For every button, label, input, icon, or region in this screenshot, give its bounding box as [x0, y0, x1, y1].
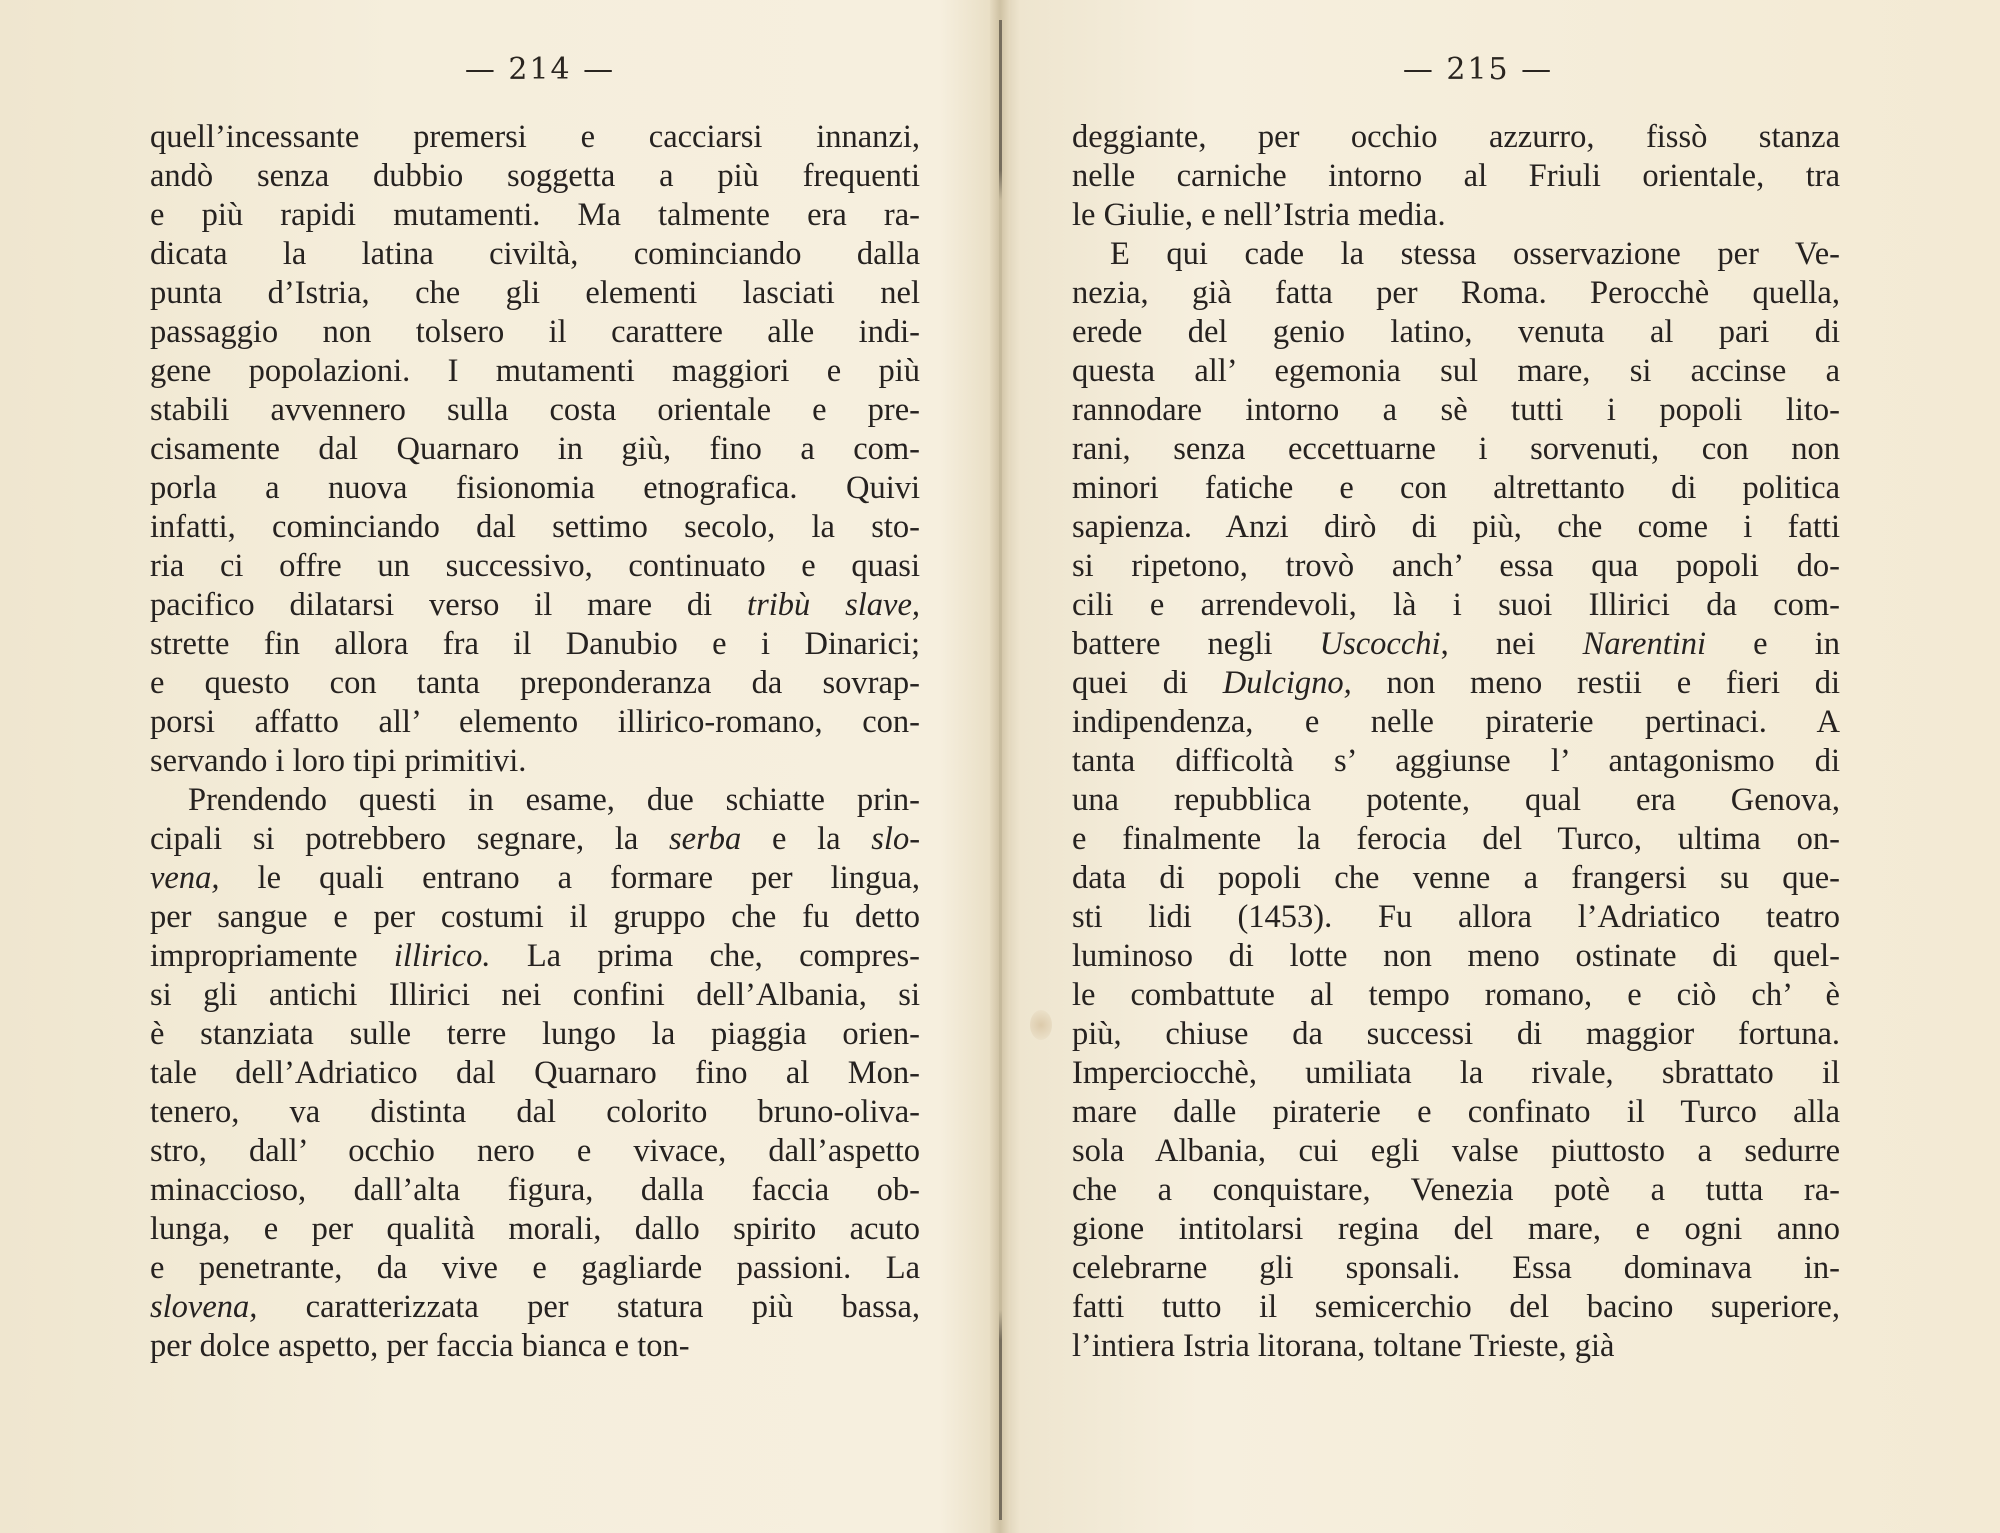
text-segment: porla a nuova fisionomia etnografica. Quivi: [150, 470, 920, 506]
text-segment: cili e arrendevoli, là i suoi Illirici da com-: [1072, 587, 1840, 623]
italic-text: serba: [669, 821, 742, 857]
text-segment: data di popoli che venne a frangersi su que-: [1072, 860, 1840, 896]
text-line: [150, 1210, 920, 1249]
text-segment: lunga, e per qualità morali, dallo spirito acuto: [150, 1211, 920, 1247]
text-line: [1072, 118, 1840, 157]
text-segment: e la: [741, 821, 872, 857]
text-segment: ria ci offre un successivo, continuato e quasi: [150, 548, 920, 584]
text-line: [1072, 664, 1840, 703]
text-segment: tanta difficoltà s’ aggiunse l’ antagonismo di: [1072, 743, 1840, 779]
text-segment: cisamente dal Quarnaro in giù, fino a com-: [150, 431, 920, 467]
text-segment: le combattute al tempo romano, e ciò ch’ è: [1072, 977, 1840, 1013]
text-segment: minaccioso, dall’alta figura, dalla faccia ob-: [150, 1172, 920, 1208]
text-segment: una repubblica potente, qual era Genova,: [1072, 782, 1840, 818]
text-line: [1072, 1249, 1840, 1288]
text-line: [1072, 586, 1840, 625]
text-segment: più, chiuse da successi di maggior fortuna.: [1072, 1016, 1840, 1052]
text-segment: che a conquistare, Venezia potè a tutta ra-: [1072, 1172, 1840, 1208]
text-segment: per sangue e per costumi il gruppo che fu detto: [150, 899, 920, 935]
italic-text: slo-: [871, 821, 920, 857]
left-page-text: [150, 118, 920, 1366]
text-line: [1072, 508, 1840, 547]
text-line: [150, 274, 920, 313]
text-segment: tenero, va distinta dal colorito bruno-oliva-: [150, 1094, 920, 1130]
text-line: [150, 547, 920, 586]
italic-text: vena,: [150, 860, 220, 896]
text-segment: per dolce aspetto, per faccia bianca e ton-: [150, 1328, 690, 1364]
text-line: [1072, 937, 1840, 976]
text-segment: cipali si potrebbero segnare, la: [150, 821, 670, 857]
text-segment: servando i loro tipi primitivi.: [150, 743, 527, 779]
text-line: [150, 235, 920, 274]
text-line: [150, 1132, 920, 1171]
text-segment: gene popolazioni. I mutamenti maggiori e più: [150, 353, 920, 389]
text-line: [150, 1093, 920, 1132]
text-line: [1072, 196, 1840, 235]
text-segment: l’intiera Istria litorana, toltane Trieste, già: [1072, 1328, 1615, 1364]
page-number-right: — 215 —: [1402, 52, 1554, 87]
text-line: [1072, 1093, 1840, 1132]
text-line: [1072, 976, 1840, 1015]
text-segment: celebrarne gli sponsali. Essa dominava in-: [1072, 1250, 1840, 1286]
text-segment: , nei: [1440, 626, 1583, 662]
text-line: [150, 625, 920, 664]
text-line: [150, 1171, 920, 1210]
text-segment: andò senza dubbio soggetta a più frequenti: [150, 158, 920, 194]
text-segment: dicata la latina civiltà, cominciando dalla: [150, 236, 920, 272]
italic-text: tribù slave,: [747, 587, 920, 623]
text-segment: gione intitolarsi regina del mare, e ogni anno: [1072, 1211, 1840, 1247]
text-segment: Prendendo questi in esame, due schiatte prin-: [188, 782, 920, 818]
text-segment: infatti, cominciando dal settimo secolo, la sto-: [150, 509, 920, 545]
text-line: [150, 469, 920, 508]
text-segment: porsi affatto all’ elemento illirico-romano, con-: [150, 704, 920, 740]
italic-text: Uscocchi: [1319, 626, 1441, 662]
text-line: [150, 1015, 920, 1054]
text-line: [150, 1249, 920, 1288]
text-segment: quei di: [1072, 665, 1223, 701]
text-line: [150, 664, 920, 703]
text-segment: luminoso di lotte non meno ostinate di quel-: [1072, 938, 1840, 974]
text-segment: Imperciocchè, umiliata la rivale, sbrattato il: [1072, 1055, 1840, 1091]
text-segment: stro, dall’ occhio nero e vivace, dall’aspetto: [150, 1133, 920, 1169]
text-line: [1072, 1132, 1840, 1171]
text-line: [1072, 430, 1840, 469]
text-segment: erede del genio latino, venuta al pari di: [1072, 314, 1840, 350]
text-line: [150, 313, 920, 352]
text-line: [150, 508, 920, 547]
text-segment: le Giulie, e nell’Istria media.: [1072, 197, 1446, 233]
text-line: [1072, 1288, 1840, 1327]
text-line: [1072, 313, 1840, 352]
text-line: [150, 703, 920, 742]
text-segment: sti lidi (1453). Fu allora l’Adriatico teatro: [1072, 899, 1840, 935]
text-segment: e finalmente la ferocia del Turco, ultima on-: [1072, 821, 1840, 857]
text-line: [1072, 547, 1840, 586]
text-line: [150, 1054, 920, 1093]
text-segment: strette fin allora fra il Danubio e i Dinarici;: [150, 626, 920, 662]
text-line: [1072, 1054, 1840, 1093]
text-segment: rannodare intorno a sè tutti i popoli lito-: [1072, 392, 1840, 428]
spine-shadow: [999, 20, 1002, 1520]
text-line: [150, 937, 920, 976]
text-line: [1072, 1210, 1840, 1249]
text-line: [1072, 703, 1840, 742]
text-line: [150, 859, 920, 898]
page-number-left: — 214 —: [464, 52, 616, 87]
text-line: [1072, 781, 1840, 820]
text-segment: fatti tutto il semicerchio del bacino superiore,: [1072, 1289, 1840, 1325]
text-line: [150, 118, 920, 157]
text-segment: le quali entrano a formare per lingua,: [219, 860, 920, 896]
text-segment: e penetrante, da vive e gagliarde passioni. La: [150, 1250, 920, 1286]
text-segment: nezia, già fatta per Roma. Perocchè quella,: [1072, 275, 1840, 311]
italic-text: slovena,: [150, 1289, 258, 1325]
text-line: [150, 781, 920, 820]
text-line: [150, 196, 920, 235]
text-segment: tale dell’Adriatico dal Quarnaro fino al Mon-: [150, 1055, 920, 1091]
text-line: [150, 898, 920, 937]
text-line: [1072, 1015, 1840, 1054]
text-segment: quell’incessante premersi e cacciarsi innanzi,: [150, 119, 920, 155]
text-line: [150, 1288, 920, 1327]
text-line: [1072, 274, 1840, 313]
text-segment: deggiante, per occhio azzurro, fissò stanza: [1072, 119, 1840, 155]
text-segment: minori fatiche e con altrettanto di politica: [1072, 470, 1840, 506]
text-segment: sapienza. Anzi dirò di più, che come i fatti: [1072, 509, 1840, 545]
text-segment: battere negli: [1072, 626, 1320, 662]
italic-text: Dulcigno,: [1222, 665, 1352, 701]
text-line: [1072, 859, 1840, 898]
text-segment: nelle carniche intorno al Friuli orientale, tra: [1072, 158, 1840, 194]
right-page-text: [1072, 118, 1840, 1366]
right-page: [1010, 0, 2000, 1533]
text-line: [1072, 898, 1840, 937]
text-segment: stabili avvennero sulla costa orientale e pre-: [150, 392, 920, 428]
text-line: [150, 1327, 920, 1366]
text-line: [150, 352, 920, 391]
text-line: [150, 157, 920, 196]
text-line: [1072, 469, 1840, 508]
text-segment: questa all’ egemonia sul mare, si accinse a: [1072, 353, 1840, 389]
text-segment: è stanziata sulle terre lungo la piaggia orien-: [150, 1016, 920, 1052]
text-segment: indipendenza, e nelle piraterie pertinaci. A: [1072, 704, 1840, 740]
text-line: [1072, 625, 1840, 664]
text-segment: punta d’Istria, che gli elementi lasciati nel: [150, 275, 920, 311]
text-line: [150, 820, 920, 859]
text-line: [150, 742, 920, 781]
text-segment: si ripetono, trovò anch’ essa qua popoli do-: [1072, 548, 1840, 584]
text-segment: pacifico dilatarsi verso il mare di: [150, 587, 748, 623]
left-page: [0, 0, 990, 1533]
italic-text: Narentini: [1582, 626, 1707, 662]
text-line: [150, 586, 920, 625]
text-segment: rani, senza eccettuarne i sorvenuti, con non: [1072, 431, 1840, 467]
text-segment: e questo con tanta preponderanza da sovrap-: [150, 665, 920, 701]
text-line: [150, 976, 920, 1015]
text-segment: e in: [1706, 626, 1840, 662]
text-segment: caratterizzata per statura più bassa,: [257, 1289, 920, 1325]
text-segment: sola Albania, cui egli valse piuttosto a sedurre: [1072, 1133, 1840, 1169]
text-line: [1072, 235, 1840, 274]
text-segment: passaggio non tolsero il carattere alle indi-: [150, 314, 920, 350]
text-line: [1072, 157, 1840, 196]
text-segment: E qui cade la stessa osservazione per Ve-: [1110, 236, 1840, 272]
text-segment: impropriamente: [150, 938, 394, 974]
text-segment: si gli antichi Illirici nei confini dell’Albania, si: [150, 977, 920, 1013]
text-line: [1072, 742, 1840, 781]
text-segment: e più rapidi mutamenti. Ma talmente era ra-: [150, 197, 920, 233]
text-line: [1072, 820, 1840, 859]
text-line: [1072, 1327, 1840, 1366]
text-segment: non meno restii e fieri di: [1351, 665, 1840, 701]
text-line: [150, 391, 920, 430]
text-segment: mare dalle piraterie e confinato il Turco alla: [1072, 1094, 1840, 1130]
text-line: [1072, 391, 1840, 430]
text-line: [1072, 1171, 1840, 1210]
italic-text: illirico.: [393, 938, 491, 974]
text-segment: La prima che, compres-: [490, 938, 920, 974]
text-line: [150, 430, 920, 469]
text-line: [1072, 352, 1840, 391]
